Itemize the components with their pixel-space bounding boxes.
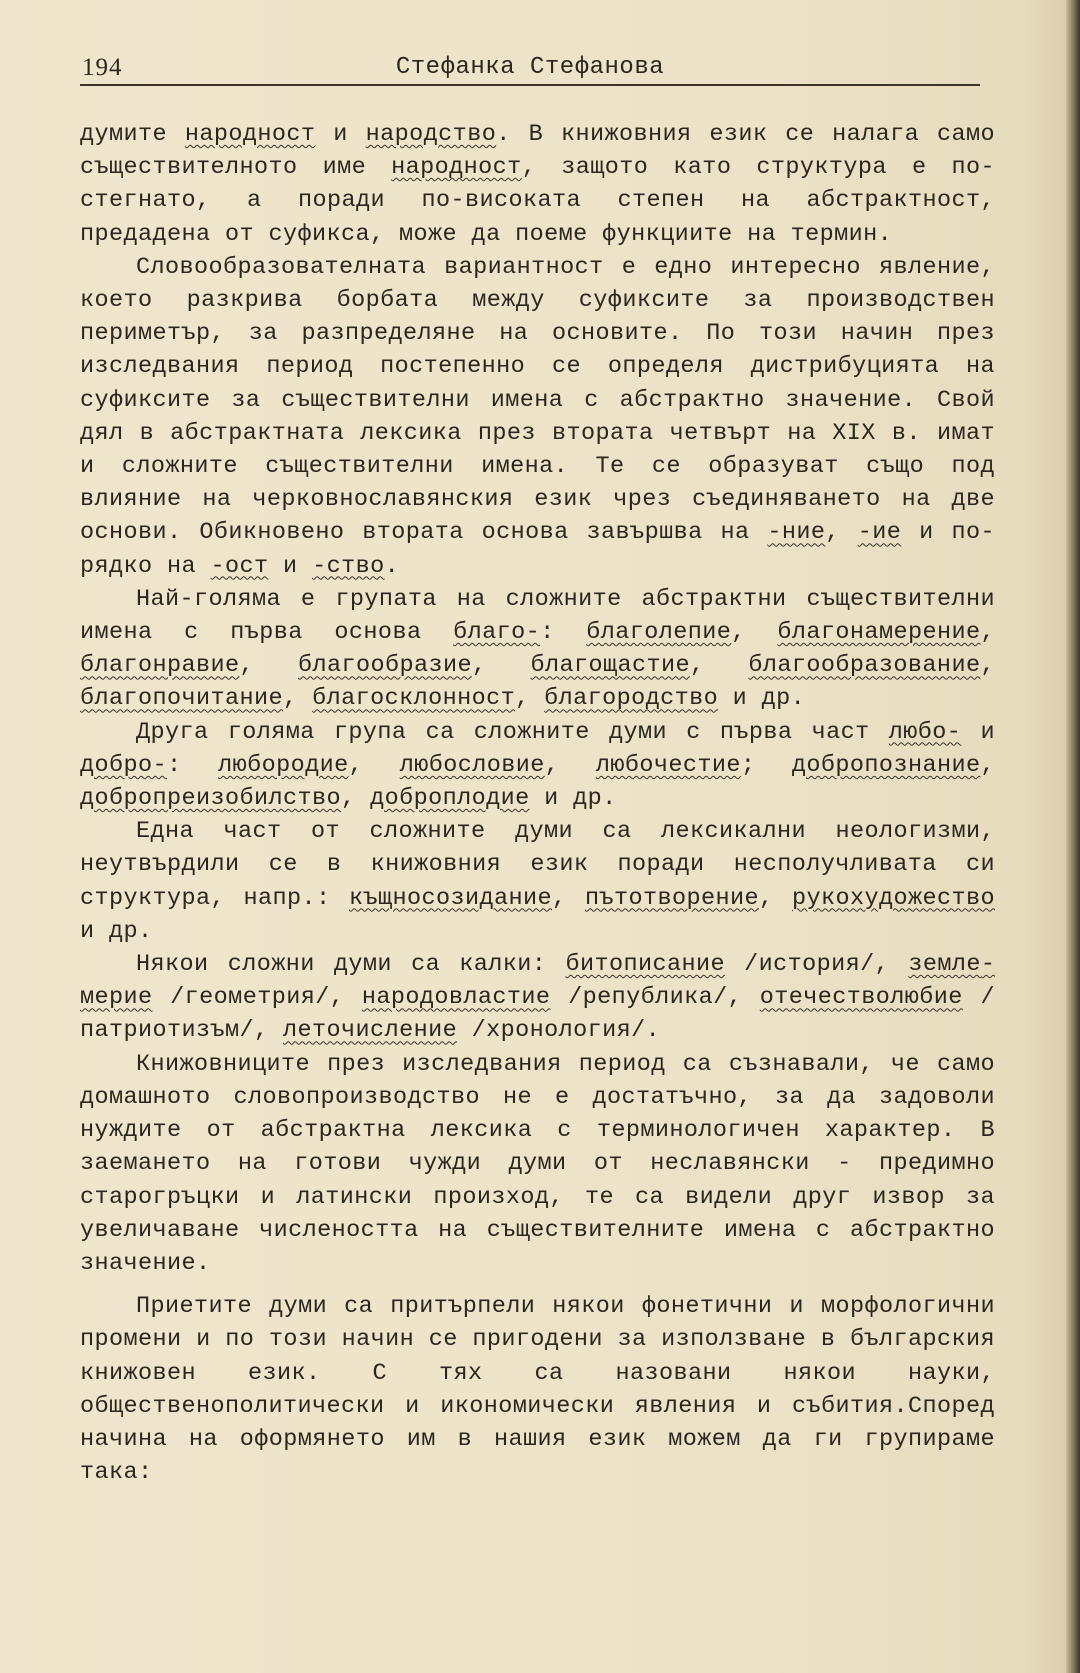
underlined-term: народност [184, 121, 316, 148]
text-run: ; [740, 751, 792, 779]
underlined-term: благощастие [530, 652, 690, 680]
paragraph [80, 1048, 995, 1280]
text-run: /република/, [550, 984, 760, 1012]
text-run: Друга голяма група са сложните думи с първа част [136, 718, 889, 746]
text-run: и др. [718, 685, 806, 713]
underlined-term: благонамерение [777, 619, 981, 647]
text-run: . В книжовния език се налага само съществителното име [80, 121, 995, 182]
underlined-term: любословие [399, 751, 545, 779]
page-header [80, 52, 980, 86]
text-run: и др. [529, 785, 617, 813]
underlined-term: благородство [544, 685, 719, 713]
text-run: , [239, 652, 298, 680]
text-run: , [472, 652, 531, 680]
text-run: , [980, 619, 995, 647]
text-run: Някои сложни думи са калки: [136, 951, 566, 979]
underlined-term: любородие [218, 751, 349, 779]
text-run: и [268, 552, 313, 580]
running-title: Стефанка Стефанова [395, 54, 665, 81]
text-run: /геометрия/, [152, 984, 362, 1012]
underlined-term: добропознание [791, 751, 981, 779]
paragraph [80, 815, 995, 948]
paragraph [80, 118, 995, 251]
body-text [80, 118, 995, 1489]
underlined-term: благообразие [297, 652, 472, 680]
underlined-term: благообразование [748, 652, 981, 680]
text-run: , [825, 519, 858, 547]
text-run: Приетите думи са притърпели някои фонетични и морфологични промени и по този начин се пригодени за използване в българския книжовен език. С тях са назовани някои науки, общественополитически и икономически явления и събития.Според начина на оформянето им в нашия език можем да ги групираме така: [80, 1293, 995, 1487]
underlined-term: -ие [857, 519, 902, 547]
underlined-term: благосклонност [312, 685, 516, 713]
page-number: 194 [82, 54, 123, 81]
text-run: , [980, 652, 995, 680]
underlined-term: благолепие [586, 619, 732, 647]
text-run: , [544, 751, 596, 779]
underlined-term: добропреизобилство [80, 785, 342, 813]
underlined-term: битописание [565, 951, 725, 979]
text-run: и по-рядко на [80, 519, 995, 580]
underlined-term: доброплодие [370, 785, 530, 813]
underlined-term: леточисление [283, 1017, 458, 1045]
text-run: Най-голяма е групата на сложните абстрактни съществителни имена с първа основа [80, 585, 995, 647]
underlined-term: рукохудожество [791, 884, 996, 912]
paragraph [80, 948, 995, 1048]
book-spine-edge [1066, 0, 1080, 1673]
underlined-term: отечестволюбие [759, 984, 963, 1012]
text-run: и др. [80, 917, 153, 945]
text-run: Книжовниците през изследвания период са съзнавали, че само домашното словопроизводство не е достатъчно, за да задоволи нуждите от абстрактна лексика с терминологичен характер. В заемането на готови чужди думи от неславянски - предимно старогръцки и латински произход, те са видели друг извор за увеличаване числеността на съществителните имена с абстрактно значение. [80, 1050, 995, 1277]
text-run: , [348, 751, 400, 779]
text-run: и [961, 718, 995, 746]
underlined-term: -ство [312, 552, 385, 580]
text-run: , [341, 785, 371, 813]
underlined-term: благо- [453, 619, 541, 647]
underlined-term: къщносозидание [348, 884, 552, 912]
text-run: /хронология/. [457, 1017, 661, 1045]
text-run: и [315, 121, 366, 148]
text-run: , [689, 652, 749, 680]
underlined-term: благопочитание [80, 685, 284, 713]
paragraph [80, 1290, 995, 1489]
text-run: , [515, 685, 545, 713]
underlined-term: народство [365, 121, 497, 148]
text-run: , защото като структура е по-стегнато, а поради по-високата степен на абстрактност, предадена от суфикса, може да поеме функциите на термин. [80, 154, 995, 248]
paragraph [80, 583, 995, 716]
paragraph [80, 716, 995, 816]
underlined-term: добро- [80, 751, 168, 779]
text-run: , [283, 685, 313, 713]
underlined-term: -ост [210, 552, 269, 580]
paragraph [80, 251, 995, 583]
underlined-term: любочестие [595, 751, 741, 779]
underlined-term: народовластие [361, 984, 551, 1012]
underlined-term: пътотворение [584, 884, 759, 912]
text-run: . [384, 552, 400, 580]
underlined-term: -ние [767, 519, 826, 547]
text-run: , [731, 619, 778, 647]
text-run: /история/, [724, 951, 909, 979]
underlined-term: народност [391, 154, 522, 182]
text-run: , [552, 884, 585, 912]
text-run: Една част от сложните думи са лексикални неологизми, неутвърдили се в книжовния език поради несполучливата си структура, напр.: [80, 818, 995, 912]
text-run: , [759, 884, 792, 912]
underlined-term: землемерие [80, 951, 995, 1012]
underlined-term: благонравие [80, 652, 240, 680]
text-run: думите [80, 121, 185, 148]
text-run: : [167, 751, 219, 779]
text-run: Словообразователната вариантност е едно интересно явление, което разкрива борбата между суфиксите за производствен периметър, за разпределяне на основите. По този начин през изследвания период постепенно се определя дистрибуцията на суфиксите за съществителни имена с абстрактно значение. Свой дял в абстрактната лексика през втората четвърт на XIX в. имат и сложните съществителни имена. Те се образуват също под влияние на черковнославянския език чрез съединяването на две основи. Обикновено втората основа завършва на [80, 253, 995, 547]
text-run: : [540, 619, 587, 647]
text-run: /патриотизъм/, [80, 984, 995, 1045]
text-run: , [980, 751, 995, 779]
underlined-term: любо- [888, 718, 962, 746]
